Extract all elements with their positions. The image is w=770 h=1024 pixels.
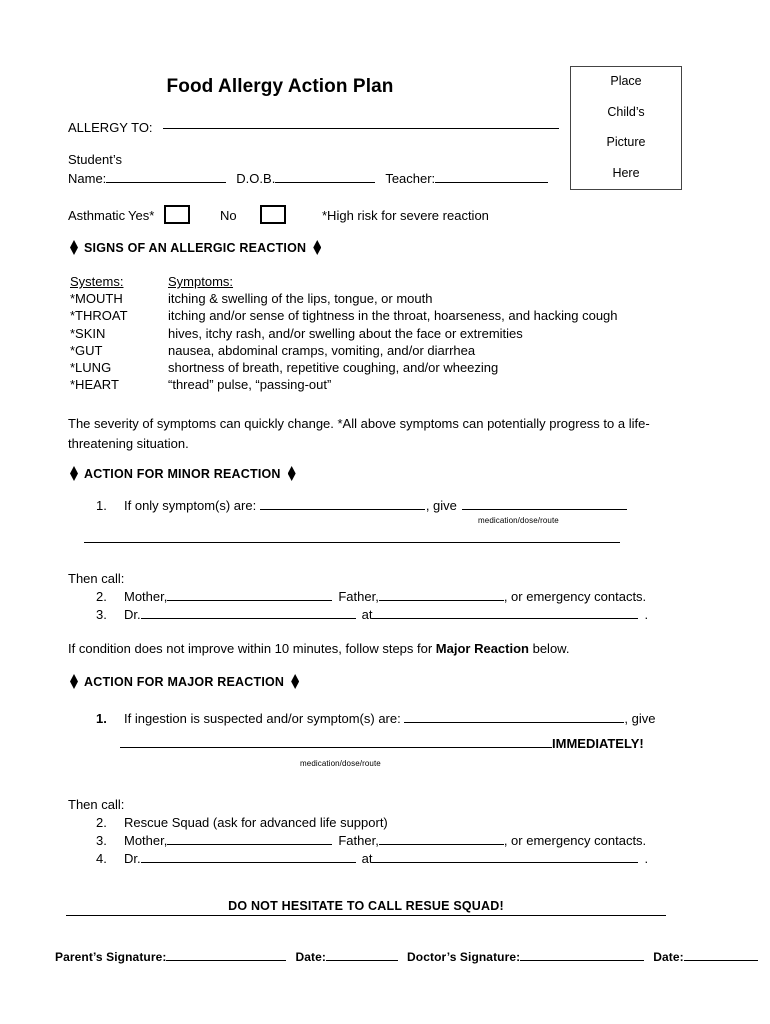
system-cell: *GUT: [70, 342, 103, 358]
severity-note: The severity of symptoms can quickly change. *All above symptoms can potentially progress to a life-threatening situation.: [68, 416, 650, 451]
parent-date-input-line[interactable]: [326, 960, 398, 961]
picture-box-line-4: Here: [612, 165, 640, 180]
major-medication-input-line[interactable]: [120, 747, 552, 748]
minor-item-2: [96, 589, 646, 604]
major-father-label: Father,: [338, 833, 379, 848]
doctor-signature-label: Doctor’s Signature:: [407, 950, 521, 964]
major-mother-label: Mother,: [124, 833, 168, 848]
section-heading-major-reaction: [70, 674, 299, 689]
system-cell: *MOUTH: [70, 291, 123, 307]
student-name-input-line[interactable]: [106, 182, 226, 183]
improve-note-after: below.: [528, 641, 570, 656]
minor-item-1-give: , give: [425, 498, 457, 513]
symptom-cell: nausea, abdominal cramps, vomiting, and/or diarrhea: [168, 342, 476, 358]
major-item-1-text: If ingestion is suspected and/or symptom(s) are:: [124, 711, 401, 726]
doctor-signature-input-line[interactable]: [520, 960, 644, 961]
major-item-4-tail: .: [644, 851, 649, 866]
table-row: [70, 359, 618, 376]
allergy-to-input-line[interactable]: [163, 128, 559, 129]
symptom-cell: itching & swelling of the lips, tongue, or mouth: [168, 291, 433, 307]
major-item-3-number: 3.: [96, 833, 107, 848]
major-medication-row: [120, 736, 644, 751]
asthmatic-no-label: No: [220, 208, 237, 223]
major-symptoms-input-line[interactable]: [404, 722, 624, 723]
major-item-2-text: Rescue Squad (ask for advanced life support): [124, 815, 388, 830]
improve-note-before: If condition does not improve within 10 minutes, follow steps for: [68, 641, 436, 656]
diamond-bullet-icon: [288, 466, 296, 481]
minor-medication-caption: medication/dose/route: [478, 516, 559, 525]
minor-dr-input-line[interactable]: [141, 618, 356, 619]
student-name-row: [68, 171, 548, 186]
asthmatic-label: Asthmatic: [68, 208, 126, 223]
table-row: [70, 307, 618, 324]
minor-at-label: at: [361, 607, 373, 622]
minor-father-label: Father,: [338, 589, 379, 604]
major-then-call-label: Then call:: [68, 797, 125, 812]
section-heading-major-label: ACTION FOR MAJOR REACTION: [84, 674, 285, 689]
teacher-input-line[interactable]: [435, 182, 548, 183]
asthmatic-high-risk-note: *High risk for severe reaction: [322, 208, 489, 223]
minor-item-3: [96, 607, 648, 622]
call-rescue-squad-callout: DO NOT HESITATE TO CALL RESUE SQUAD!: [66, 899, 666, 916]
diamond-bullet-icon: [70, 240, 78, 255]
picture-box-line-2: Child’s: [607, 104, 645, 119]
symptom-cell: shortness of breath, repetitive coughing, and/or wheezing: [168, 360, 499, 376]
symptom-cell: hives, itchy rash, and/or swelling about the face or extremities: [168, 325, 523, 341]
picture-box-line-1: Place: [610, 74, 642, 89]
parent-signature-input-line[interactable]: [166, 960, 286, 961]
major-item-4-number: 4.: [96, 851, 107, 866]
diamond-bullet-icon: [70, 674, 78, 689]
minor-then-call-label: Then call:: [68, 571, 125, 586]
minor-mother-input-line[interactable]: [167, 600, 332, 601]
dob-label: D.O.B.: [236, 171, 276, 186]
name-label: Name:: [68, 171, 107, 186]
child-picture-placeholder-box: [570, 66, 682, 190]
dob-input-line[interactable]: [275, 182, 375, 183]
system-cell: *THROAT: [70, 308, 128, 324]
asthmatic-row: [68, 205, 489, 224]
minor-symptoms-input-line[interactable]: [260, 509, 425, 510]
major-mother-input-line[interactable]: [167, 844, 332, 845]
major-immediately-label: IMMEDIATELY!: [552, 736, 644, 751]
major-item-2: [96, 815, 388, 830]
major-dr-input-line[interactable]: [141, 862, 356, 863]
major-at-label: at: [361, 851, 373, 866]
major-item-1-give: , give: [624, 711, 656, 726]
system-cell: *SKIN: [70, 325, 106, 341]
teacher-label: Teacher:: [385, 171, 436, 186]
minor-medication-input-line[interactable]: [462, 509, 627, 510]
diamond-bullet-icon: [313, 240, 321, 255]
doctor-date-input-line[interactable]: [684, 960, 758, 961]
allergy-to-row: [68, 120, 559, 135]
major-item-3-tail: , or emergency contacts.: [503, 833, 647, 848]
major-item-1: [96, 711, 655, 726]
signature-row: [55, 950, 758, 964]
improve-note: [68, 641, 569, 656]
picture-box-line-3: Picture: [606, 135, 646, 150]
table-row: [70, 290, 618, 307]
diamond-bullet-icon: [70, 466, 78, 481]
major-father-input-line[interactable]: [379, 844, 504, 845]
minor-dr-phone-input-line[interactable]: [372, 618, 638, 619]
symptoms-table-header-row: [70, 273, 618, 290]
major-item-2-number: 2.: [96, 815, 107, 830]
minor-item-1-number: 1.: [96, 498, 107, 513]
minor-dr-label: Dr.: [124, 607, 141, 622]
column-header-systems: Systems:: [70, 274, 124, 289]
section-heading-signs-label: SIGNS OF AN ALLERGIC REACTION: [84, 240, 307, 255]
parent-signature-label: Parent’s Signature:: [55, 950, 167, 964]
section-heading-minor-reaction: [70, 466, 296, 481]
major-item-1-number: 1.: [96, 711, 107, 726]
asthmatic-yes-checkbox[interactable]: [164, 205, 190, 224]
major-dr-label: Dr.: [124, 851, 141, 866]
page-title: Food Allergy Action Plan: [166, 76, 394, 97]
minor-mother-label: Mother,: [124, 589, 168, 604]
major-item-3: [96, 833, 646, 848]
minor-item-1-text: If only symptom(s) are:: [124, 498, 257, 513]
major-medication-caption: medication/dose/route: [300, 759, 381, 768]
minor-item-1: [96, 498, 627, 513]
allergy-to-label: ALLERGY TO:: [68, 120, 153, 135]
asthmatic-no-checkbox[interactable]: [260, 205, 286, 224]
asthmatic-yes-label: Yes*: [128, 208, 155, 223]
table-row: [70, 342, 618, 359]
student-label: Student’s: [68, 152, 122, 167]
table-row: [70, 325, 618, 342]
improve-note-bold: Major Reaction: [435, 641, 529, 656]
symptom-cell: itching and/or sense of tightness in the throat, hoarseness, and hacking cough: [168, 308, 618, 324]
parent-date-label: Date:: [295, 950, 326, 964]
symptoms-table: [70, 273, 618, 393]
minor-item-2-tail: , or emergency contacts.: [503, 589, 647, 604]
system-cell: *HEART: [70, 377, 119, 393]
minor-item-3-number: 3.: [96, 607, 107, 622]
minor-father-input-line[interactable]: [379, 600, 504, 601]
diamond-bullet-icon: [291, 674, 299, 689]
system-cell: *LUNG: [70, 360, 112, 376]
column-header-symptoms: Symptoms:: [168, 274, 234, 289]
major-item-4: [96, 851, 648, 866]
section-heading-signs: [70, 240, 321, 255]
section-heading-minor-label: ACTION FOR MINOR REACTION: [84, 466, 281, 481]
table-row: [70, 376, 618, 393]
symptom-cell: “thread” pulse, “passing-out”: [168, 377, 332, 393]
minor-medication-continuation-line[interactable]: [84, 542, 620, 543]
doctor-date-label: Date:: [653, 950, 684, 964]
major-dr-phone-input-line[interactable]: [372, 862, 638, 863]
minor-item-3-tail: .: [644, 607, 649, 622]
minor-item-2-number: 2.: [96, 589, 107, 604]
